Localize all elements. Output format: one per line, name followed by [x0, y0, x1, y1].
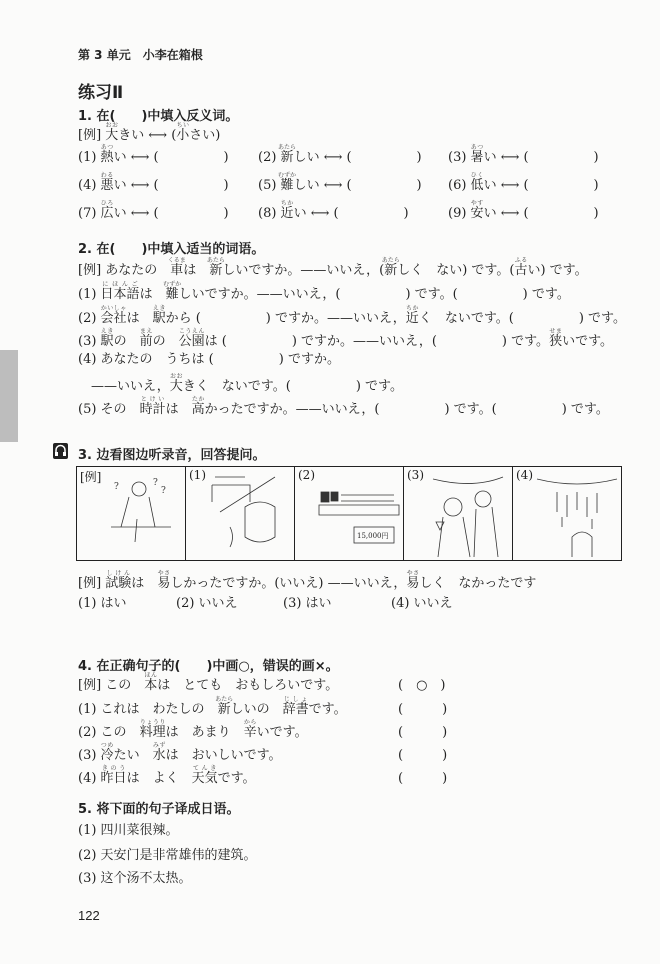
text-segment: しく ない) です。(	[397, 263, 515, 278]
text-segment: (3)	[448, 150, 471, 165]
text-segment: は	[131, 576, 158, 591]
headphones-icon	[53, 443, 68, 459]
picture-4	[513, 467, 621, 560]
text-segment: [例] この	[78, 678, 145, 693]
furigana-word: 新あたら	[278, 144, 297, 165]
picture-strip	[76, 466, 622, 561]
furigana-word: 低ひく	[470, 172, 484, 193]
fill-line	[78, 328, 613, 350]
picture-3	[404, 467, 513, 560]
furigana-word: 狭せま	[549, 328, 563, 349]
fill-line	[78, 257, 588, 279]
text-segment: は よく	[126, 771, 192, 786]
text-segment: は おいしいです。	[165, 748, 282, 763]
furigana-word: 試験しけん	[105, 570, 132, 591]
svg-text:?: ?	[161, 486, 166, 496]
furigana-word: 広ひろ	[100, 200, 114, 221]
picture-label: (4)	[516, 468, 533, 482]
translate-line: (2) 天安门是非常雄伟的建筑。	[78, 848, 257, 863]
fill-line	[78, 305, 626, 327]
text-segment: (9)	[448, 206, 471, 221]
text-segment: (8)	[258, 206, 281, 221]
text-segment: は	[183, 263, 210, 278]
furigana-word: 辞書じしょ	[282, 696, 309, 717]
furigana-word: 車くるま	[167, 257, 186, 278]
furigana-word: 辛から	[243, 719, 257, 740]
antonym-item	[258, 200, 448, 222]
antonym-item	[448, 172, 623, 194]
text-segment: い ⟷ ( )	[113, 178, 229, 193]
page-number: 122	[78, 908, 100, 923]
judge-line	[78, 696, 347, 718]
antonym-item	[78, 144, 258, 166]
furigana-word: 近ちか	[405, 305, 419, 326]
furigana-word: 大おお	[169, 373, 183, 394]
women-toasting-drawing	[404, 467, 512, 560]
text-segment: (1)	[78, 150, 101, 165]
answer: (3) はい	[283, 596, 332, 611]
unit-header: 第 3 单元 小李在箱根	[78, 48, 203, 62]
text-segment: は	[139, 287, 166, 302]
text-segment: い ⟷ ( )	[293, 206, 409, 221]
furigana-word: 難むずか	[278, 172, 297, 193]
furigana-word: 会社かいしゃ	[100, 305, 127, 326]
text-segment: しかったですか。(いいえ) ——いいえ，	[170, 576, 407, 591]
text-segment: (4) あなたの うちは ( ) ですか。	[78, 352, 340, 367]
text-segment: (3)	[78, 748, 101, 763]
furigana-word: 小ちい	[176, 122, 190, 143]
text-segment: しいですか。——いいえ，( ) です。( ) です。	[178, 287, 570, 302]
text-segment: しいですか。——いいえ，(	[222, 263, 385, 278]
text-segment: い ⟷ ( )	[483, 206, 599, 221]
fill-line	[78, 396, 609, 418]
furigana-word: 易やさ	[157, 570, 171, 591]
text-segment: は とても おもしろいです。	[157, 678, 339, 693]
text-segment: い) です。	[527, 263, 588, 278]
judge-answer: ( )	[398, 702, 448, 717]
text-segment: は あまり	[165, 725, 244, 740]
section-1-items	[78, 144, 623, 222]
furigana-word: 水みず	[152, 742, 166, 763]
text-segment: しい ⟷ ( )	[293, 150, 422, 165]
text-segment: いです。	[256, 725, 308, 740]
furigana-word: 新あたら	[381, 257, 400, 278]
text-segment: (6)	[448, 178, 471, 193]
section-3-heading: 3. 边看图边听录音，回答提问。	[78, 448, 266, 463]
svg-text:?: ?	[114, 482, 119, 492]
page-title: 练习Ⅱ	[78, 83, 124, 103]
text-segment: [例]	[78, 128, 106, 143]
text-segment: の	[152, 334, 179, 349]
judge-answer: ( )	[398, 725, 448, 740]
furigana-word: 冷つめ	[100, 742, 114, 763]
text-segment: です。	[217, 771, 256, 786]
furigana-word: 駅えき	[152, 305, 166, 326]
text-segment: しく なかったです	[419, 576, 537, 591]
text-segment: です。	[308, 702, 347, 717]
text-segment: (5) その	[78, 402, 140, 417]
picture-label: (3)	[407, 468, 424, 482]
picture-2	[295, 467, 404, 560]
text-segment: [例]	[78, 576, 106, 591]
judge-line	[78, 765, 256, 787]
text-segment: たい	[113, 748, 153, 763]
furigana-word: 昨日きのう	[100, 765, 127, 786]
text-segment: (2) この	[78, 725, 140, 740]
furigana-word: 近ちか	[280, 200, 294, 221]
furigana-word: 古ふる	[514, 257, 528, 278]
text-segment: [例] あなたの	[78, 263, 171, 278]
furigana-word: 本ほん	[144, 672, 158, 693]
text-segment: く ないです。( ) です。	[418, 311, 627, 326]
furigana-word: 公園こうえん	[178, 328, 205, 349]
section-1-heading: 1. 在( )中填入反义词。	[78, 109, 239, 124]
judge-answer: ( )	[398, 748, 448, 763]
text-segment: は	[126, 311, 153, 326]
chapter-side-tab	[0, 350, 18, 442]
text-segment: (2)	[78, 311, 101, 326]
text-segment: は	[165, 402, 192, 417]
furigana-word: 新あたら	[206, 257, 225, 278]
text-segment: いです。	[562, 334, 614, 349]
text-segment: い ⟷ ( )	[113, 150, 229, 165]
translate-line: (1) 四川菜很辣。	[78, 823, 179, 838]
answer: (1) はい	[78, 596, 127, 611]
judge-line	[78, 672, 338, 694]
answer: (2) いいえ	[176, 596, 238, 611]
judge-answer: ( ○ )	[398, 678, 446, 693]
text-segment: い ⟷ ( )	[483, 150, 599, 165]
furigana-word: 大おお	[105, 122, 119, 143]
antonym-item	[258, 144, 448, 166]
text-segment: (2)	[258, 150, 281, 165]
furigana-word: 前まえ	[139, 328, 153, 349]
text-segment: (1)	[78, 287, 101, 302]
text-segment: い ⟷ ( )	[483, 178, 599, 193]
furigana-word: 易やさ	[406, 570, 420, 591]
student-thinking-drawing	[77, 467, 185, 560]
text-segment: は ( ) ですか。——いいえ，( ) です。	[204, 334, 550, 349]
furigana-word: 時計とけい	[139, 396, 166, 417]
text-segment: しいの	[230, 702, 283, 717]
section-5-heading: 5. 将下面的句子译成日语。	[78, 802, 240, 817]
antonym-item	[78, 172, 258, 194]
section-1-example	[78, 122, 220, 144]
windy-tiananmen-drawing	[186, 467, 294, 560]
section-4-heading: 4. 在正确句子的( )中画○，错误的画×。	[78, 659, 339, 674]
text-segment: (4)	[78, 178, 101, 193]
fill-line	[78, 352, 340, 368]
text-segment: ——いいえ，	[78, 379, 170, 394]
text-segment: きい ⟷ (	[118, 128, 177, 143]
judge-line	[78, 742, 282, 764]
price-tag: 15,000円	[357, 532, 389, 540]
section-2-heading: 2. 在( )中填入适当的词语。	[78, 242, 265, 257]
antonym-item	[448, 144, 623, 166]
picture-1	[186, 467, 295, 560]
furigana-word: 高たか	[191, 396, 205, 417]
text-segment: (5)	[258, 178, 281, 193]
fill-line	[78, 373, 403, 395]
picture-label: (2)	[298, 468, 315, 482]
text-segment: (1) これは わたしの	[78, 702, 218, 717]
answer: (4) いいえ	[391, 596, 453, 611]
furigana-word: 悪わる	[100, 172, 114, 193]
text-segment: かったですか。——いいえ，( ) です。( ) です。	[204, 402, 609, 417]
picture-label: [例]	[80, 470, 102, 484]
judge-answer: ( )	[398, 771, 448, 786]
furigana-word: 日本語にほんご	[100, 281, 140, 302]
furigana-word: 難むずか	[163, 281, 182, 302]
text-segment: しい ⟷ ( )	[293, 178, 422, 193]
furigana-word: 暑あつ	[470, 144, 484, 165]
text-segment: の	[113, 334, 140, 349]
picture-label: (1)	[189, 468, 206, 482]
furigana-word: 天気てんき	[191, 765, 218, 786]
fill-line	[78, 281, 570, 303]
furigana-word: 料理りょうり	[139, 719, 166, 740]
antonym-item	[448, 200, 623, 222]
text-segment: い ⟷ ( )	[113, 206, 229, 221]
section-3-example	[78, 570, 536, 592]
picture-example	[77, 467, 186, 560]
translate-line: (3) 这个汤不太热。	[78, 871, 192, 886]
text-segment: (7)	[78, 206, 101, 221]
text-segment: さい)	[189, 128, 221, 143]
text-segment: きく ないです。( ) です。	[182, 379, 403, 394]
text-segment: から ( ) ですか。——いいえ，	[165, 311, 406, 326]
furigana-word: 新あたら	[215, 696, 234, 717]
furigana-word: 駅えき	[100, 328, 114, 349]
text-segment: (4)	[78, 771, 101, 786]
antonym-item	[78, 200, 258, 222]
furigana-word: 熱あつ	[100, 144, 114, 165]
furigana-word: 安やす	[470, 200, 484, 221]
text-segment: (3)	[78, 334, 101, 349]
section-3-answers	[78, 596, 458, 612]
rain-drawing	[513, 467, 621, 560]
sushi-set-drawing	[295, 467, 403, 560]
antonym-item	[258, 172, 448, 194]
svg-text:?: ?	[153, 478, 158, 488]
judge-line	[78, 719, 308, 741]
